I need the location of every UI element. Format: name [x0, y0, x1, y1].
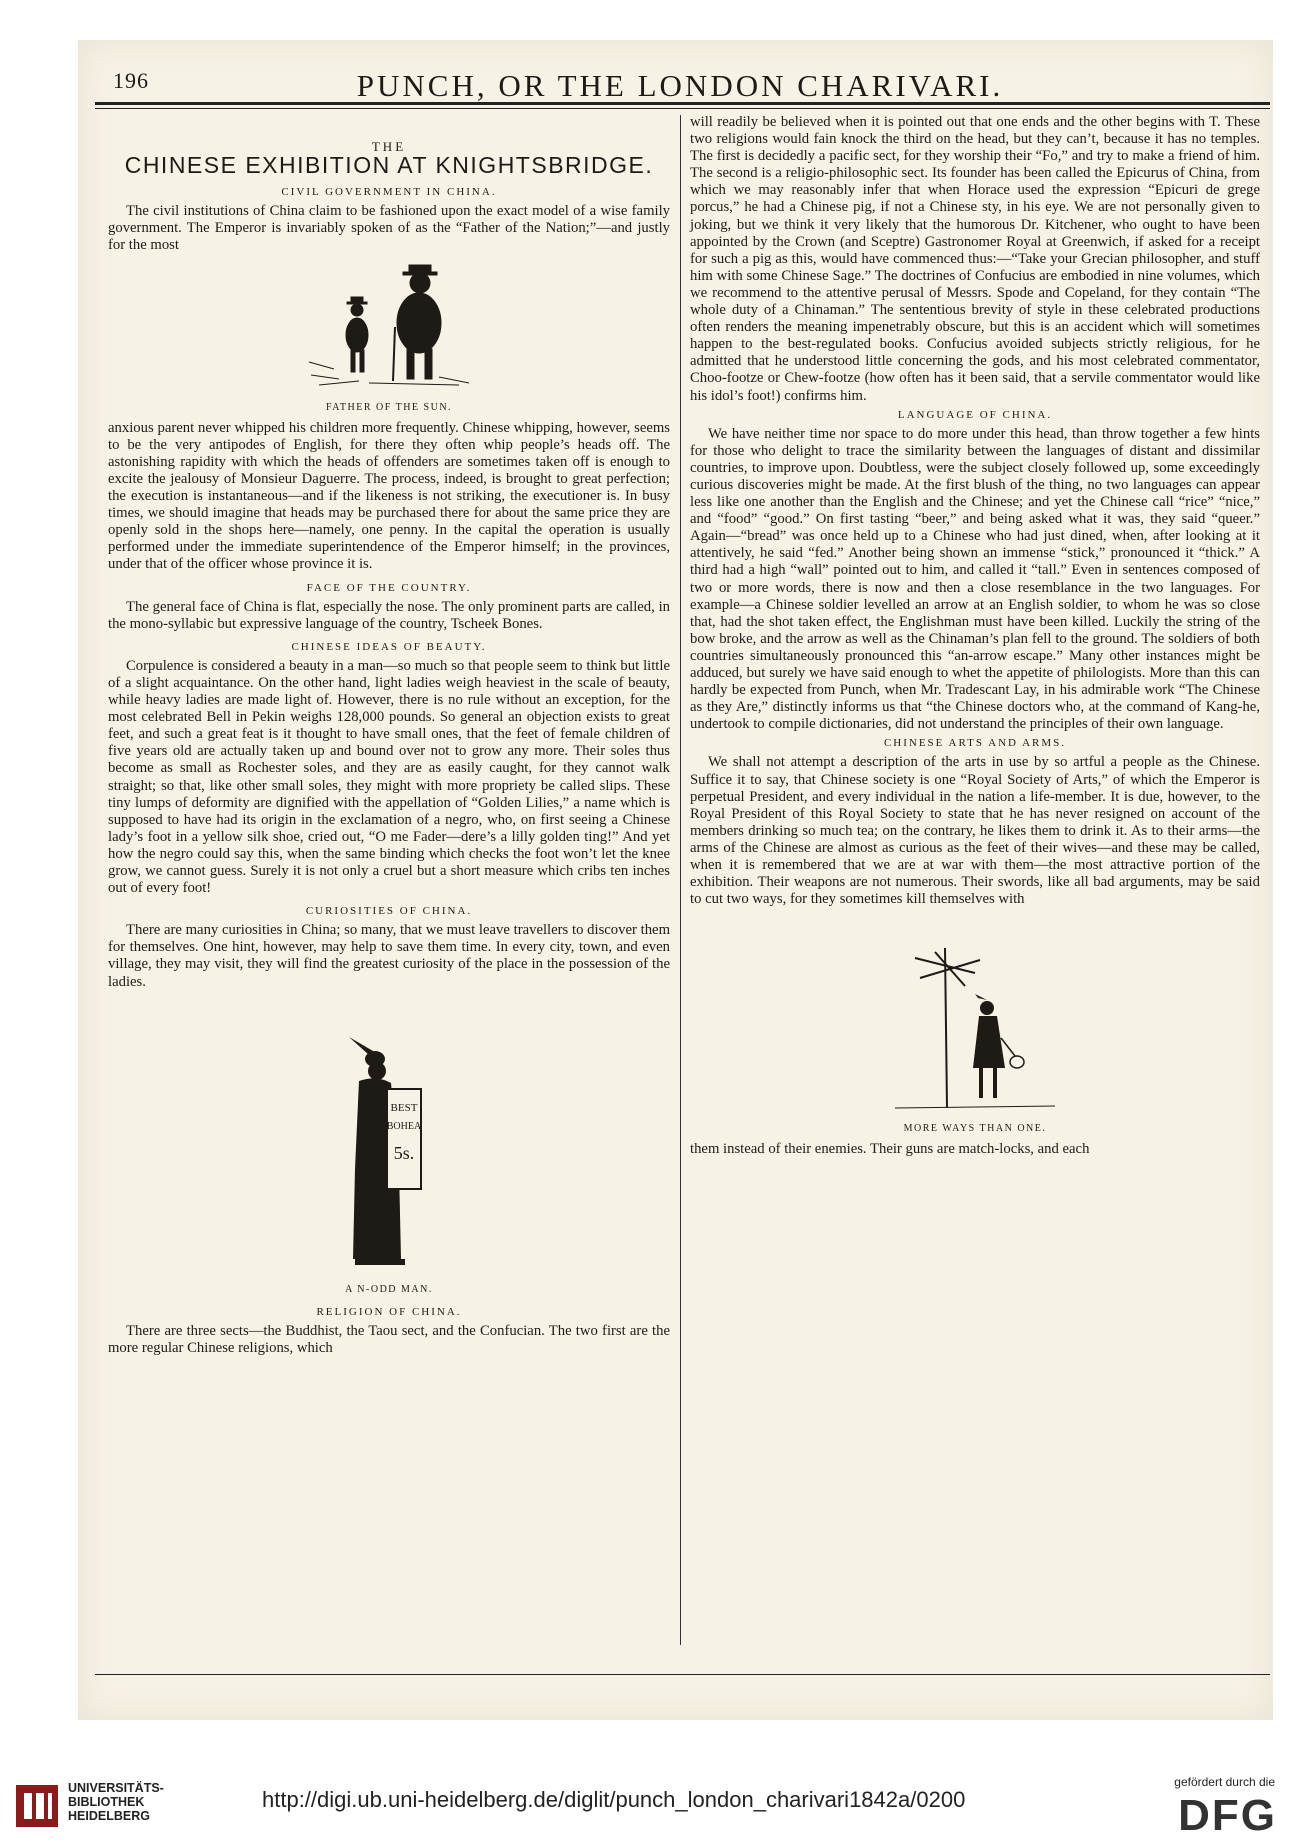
paragraph-anxious: anxious parent never whipped his children more frequently. Chinese whipping, however, seems to be the very antipodes of English, for there they often whip people’s heads off. The astonishing rapidity with which the heads of offenders are sometimes taken off is enough to excite the jealousy of Monsieur Daguerre. The process, indeed, is brought to great perfection; the execution is instantaneous—and if the likeness is not striking, the executioner is. In busy times, we should imagine that heads may be purchased there for about the same price they are openly sold in the shops here—namely, one penny. In the capital the operation is usually performed under the immediate superintendence of the Emperor himself; in the provinces, under that of the officer whose province it is. — [108, 419, 670, 573]
right-column — [690, 114, 1260, 1161]
section-heading-curiosities: CURIOSITIES OF CHINA. — [305, 905, 473, 918]
institution-line-1: UNIVERSITÄTS- — [68, 1781, 164, 1795]
header-rule — [95, 102, 1270, 105]
paragraph-arts: We shall not attempt a description of the arts in use by so artful a people as the Chinese. Suffice it to say, that Chinese society is one “Royal Society of Arts,” of which the Emperor is perpetual President, and every individual in the nation a life-member. It is due, however, to the Royal President of this Royal Society to state that he has never resigned on account of the members drinking so much tea; on the contrary, he likes them to drink it. As to their arms—the arms of the Chinese are almost as curious as the feet of their wives—and these may be called, when it is remembered that we are at war with them—the most attractive portion of the exhibition. Their weapons are not numerous. Their swords, like all bad arguments, may be said to cut two ways, for they sometimes kill themselves with — [690, 754, 1260, 908]
svg-text:5s.: 5s. — [393, 1142, 415, 1163]
source-url[interactable]: http://digi.ub.uni-heidelberg.de/diglit/punch_london_charivari1842a/0200 — [262, 1787, 966, 1812]
article-title: CHINESE EXHIBITION AT KNIGHTSBRIDGE. — [124, 152, 654, 179]
more-ways-than-one-illustration — [875, 938, 1075, 1118]
n-odd-man-illustration — [329, 1029, 449, 1279]
page-number: 196 — [113, 68, 149, 93]
page-header — [95, 68, 1265, 104]
caption-more-ways-than-one: MORE WAYS THAN ONE. — [903, 1123, 1047, 1135]
dfg-logo: DFG — [1178, 1791, 1277, 1840]
paragraph-language: We have neither time nor space to do more under this head, than throw together a few hints for those who delight to trace the similarity between the languages of distant and dissimilar countries, to improve upon. Doubtless, were the subject closely followed up, some exceedingly curious discoveries might be made. At the first blush of the thing, no two languages can appear less like one another than the English and the Chinese; and yet the Chinese call “rice” “nice,” and “food” “good.” On first tasting “beer,” and being asked what it was, they said “queer.” Again—“bread” was once held up to a Chinese who had just dined, when, after looking at it attentively, he said “fed.” Another being shown an immense “stick,” pronounced it “thick.” A third had a high “wall” pointed out to him, and called it “tall.” Even in sentences composed of two or more words, there is now and then a close resemblance in the two languages. For example—a Chinese soldier levelled an arrow at an English soldier, to whom he was so close that, had the shot taken effect, the Englishman must have been killed. Luckily the string of the bow broke, and the arrow as well as the Chinaman’s plan fell to the ground. The soldiers of both countries simultaneously pronounced this “an-arrow escape.” Many other instances might be adduced, but surely we have said enough to whet the appetite of philologists. More than this can hardly be expected from Punch, when Mr. Tradescant Lay, in his admirable work “The Chinese as they Are,” distinctly informs us that “the Chinese doctors who, at the command of Kang-he, undertook to compile dictionaries, did not understand the principles of their own language. — [690, 425, 1260, 733]
paragraph-civil: The civil institutions of China claim to be fashioned upon the exact model of a wise family government. The Emperor is invariably spoken of as the “Father of the Nation;”—and justly for the most — [108, 203, 670, 254]
column-divider — [680, 115, 681, 1645]
institution-line-3: HEIDELBERG — [68, 1809, 150, 1823]
section-heading-religion: RELIGION OF CHINA. — [316, 1305, 462, 1318]
section-heading-beauty: CHINESE IDEAS OF BEAUTY. — [291, 640, 487, 653]
funded-by-text: gefördert durch die — [1174, 1775, 1275, 1789]
paragraph-religion-continued: will readily be believed when it is pointed out that one ends and the other begins with T. These two religions would fain knock the third on the head, but they can’t, because it has no temples. The first is decidedly a pacific sect, for they worship their “Fo,” and try to make a friend of him. The second is a religio-philosophic sect. Its founder has been called the Epicurus of China, from which we may reasonably infer that when Horace used the expression “Epicuri de grege porcus,” he had a Chinese pig, if not a Chinese sty, in his eye. We are not personally given to joking, but we think it very likely that the humorous Dr. Kitchener, who ought to have been appointed by the Crown (and Sceptre) Gastronomer Royal at Greenwich, if asked for a receipt for such a pig as this, would have commenced thus:—“Take your Grecian philosopher, and stuff him with some Chinese Sage.” The doctrines of Confucius are embodied in nine volumes, which we recommend to the attentive perusal of Messrs. Spode and Copeland, for they contain “The whole duty of a Chinaman.” The sententious brevity of style in these celebrated productions often renders the meaning impenetrably obscure, but this is an accident which will sometimes happen to the best-regulated books. Confucius avoided subjects strictly religious, for he admitted that he understood little concerning the gods, and his most celebrated commentator, Choo-footze or Chew-footze (how often has it been said, that a servile commentator would like his idol’s foot!) confirms him. — [690, 114, 1260, 404]
caption-n-odd-man: A N-ODD MAN. — [345, 1283, 433, 1295]
article-title-the: THE — [371, 139, 407, 154]
paragraph-face: The general face of China is flat, especially the nose. The only prominent parts are called, in the mono-syllabic but expressive language of the country, Tscheek Bones. — [108, 598, 670, 632]
institution-line-2: BIBLIOTHEK — [68, 1795, 145, 1809]
paragraph-religion: There are three sects—the Buddhist, the Taou sect, and the Confucian. The two first are the more regular Chinese religions, which — [108, 1322, 670, 1356]
institution-name — [68, 1781, 164, 1823]
section-heading-civil: CIVIL GOVERNMENT IN CHINA. — [281, 186, 497, 199]
svg-text:BEST: BEST — [390, 1101, 418, 1114]
left-column — [108, 138, 670, 1359]
svg-text:BOHEA: BOHEA — [386, 1120, 422, 1132]
paragraph-curiosities: There are many curiosities in China; so many, that we must leave travellers to discover them for themselves. One hint, however, may help to save them time. In every city, town, and even village, they may visit, they will find the greatest curiosity of the place in the possession of the ladies. — [108, 922, 670, 990]
paragraph-arts-continued: them instead of their enemies. Their guns are match-locks, and each — [690, 1141, 1090, 1158]
section-heading-language: LANGUAGE OF CHINA. — [897, 408, 1053, 421]
footer-rule — [95, 1674, 1270, 1675]
section-heading-arts: CHINESE ARTS AND ARMS. — [883, 737, 1067, 750]
digitization-footer — [0, 1775, 1297, 1847]
header-rule-thin — [95, 108, 1270, 109]
university-logo-icon — [14, 1783, 60, 1829]
paragraph-beauty: Corpulence is considered a beauty in a man—so much so that people seem to think but little of a slight acquaintance. On the other hand, light ladies weigh heaviest in the scale of beauty, while heavy ladies are made light of. However, there is no rule without an exception, for the most celebrated Bell in Pekin weighs 128,000 pounds. So general an objection exists to great feet, and such a great feat is it thought to have small ones, that the feet of female children of five years old are actually taken up and bound over not to grow any more. Their soles thus become as small as Rochester soles, and they are as easily caught, for they cannot walk straight; so that, like other small soles, they might with more propriety be called slips. These tiny lumps of deformity are dignified with the appellation of “Golden Lilies,” a name which is supposed to have had its origin in the exclamation of a negro, who, on first seeing a Chinese lady’s foot in a yellow silk shoe, cried out, “O me Fader—dere’s a lilly golden ting!” And yet how the negro could say this, when the same binding which checks the foot won’t let the knee grow, we cannot guess. Surely it is not only a cruel but a short measure which cribs ten inches out of every foot! — [108, 657, 670, 897]
running-title: PUNCH, OR THE LONDON CHARIVARI. — [356, 68, 1004, 103]
father-of-the-sun-illustration — [289, 257, 489, 397]
section-heading-face: FACE OF THE COUNTRY. — [306, 581, 472, 594]
caption-father-of-the-sun: FATHER OF THE SUN. — [325, 401, 453, 413]
